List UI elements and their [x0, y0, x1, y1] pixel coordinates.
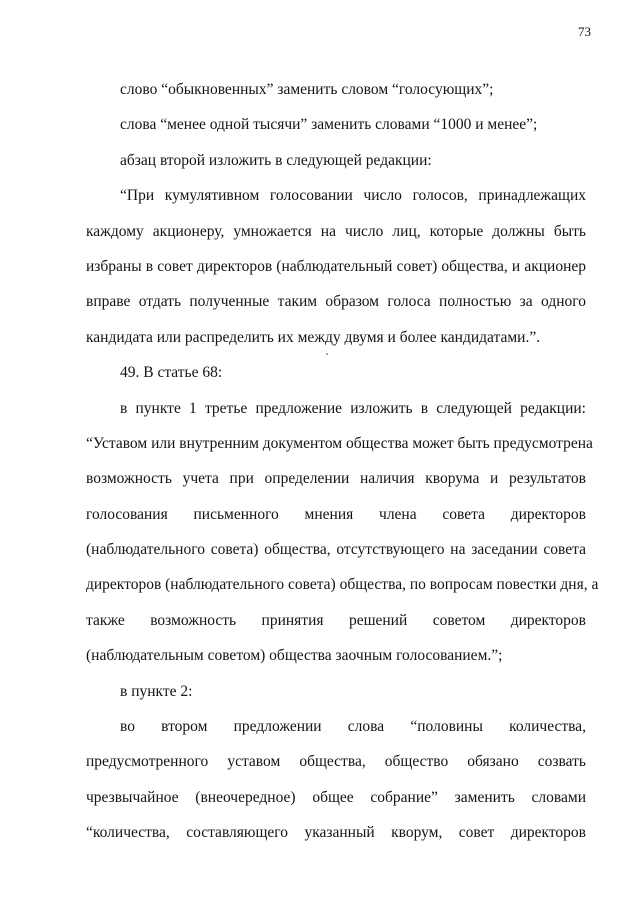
text-line: предусмотренного уставом общества, общество обязано созвать [86, 753, 586, 771]
text-line: (наблюдательным советом) общества заочным голосованием.”; [86, 647, 503, 665]
text-line: “При кумулятивном голосовании число голосов, принадлежащих [120, 187, 586, 205]
text-line: в пункте 2: [120, 682, 193, 700]
text-line: (наблюдательного совета) общества, отсутствующего на заседании совета [86, 541, 586, 559]
text-line: директоров (наблюдательного совета) общества, по вопросам повестки дня, а [86, 576, 599, 594]
text-line: возможность учета при определении наличия кворума и результатов [86, 470, 586, 488]
text-line: в пункте 1 третье предложение изложить в следующей редакции: [120, 399, 586, 417]
text-line: избраны в совет директоров (наблюдательный совет) общества, и акционер [86, 257, 586, 275]
document-body [86, 72, 599, 851]
text-line: также возможность принятия решений советом директоров [86, 611, 586, 629]
text-line: голосования письменного мнения члена совета директоров [86, 505, 586, 523]
scan-speck [326, 353, 328, 355]
text-line: кандидата или распределить их между двумя и более кандидатами.”. [86, 328, 541, 346]
text-line: вправе отдать полученные таким образом голоса полностью за одного [86, 293, 586, 311]
text-line: чрезвычайное (внеочередное) общее собрание” заменить словами [86, 788, 586, 806]
text-line: “Уставом или внутренним документом общества может быть предусмотрена [86, 434, 593, 452]
text-line: “количества, составляющего указанный кворум, совет директоров [86, 824, 586, 842]
text-line: 49. В статье 68: [120, 364, 223, 382]
text-line: каждому акционеру, умножается на число лиц, которые должны быть [86, 222, 586, 240]
text-line: слово “обыкновенных” заменить словом “голосующих”; [120, 81, 494, 98]
page-number: 73 [578, 24, 591, 39]
text-line: абзац второй изложить в следующей редакции: [120, 151, 432, 169]
text-line: слова “менее одной тысячи” заменить словами “1000 и менее”; [120, 116, 538, 134]
text-line: во втором предложении слова “половины количества, [120, 718, 586, 736]
